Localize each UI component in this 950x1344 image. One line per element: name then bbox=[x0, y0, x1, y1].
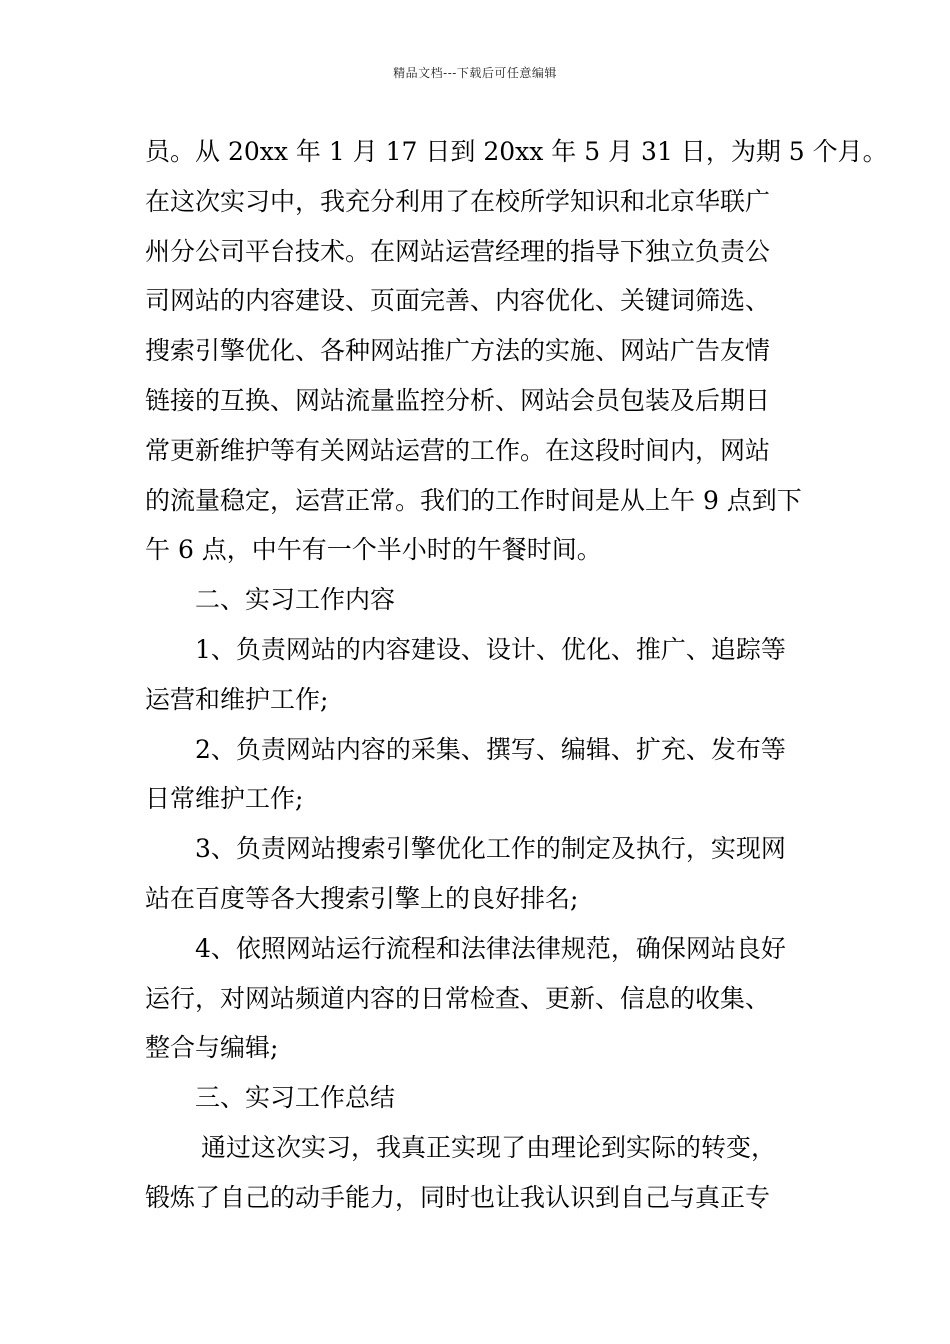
paragraph-line: 员。从 20xx 年 1 月 17 日到 20xx 年 5 月 31 日，为期 5 个月。 bbox=[145, 137, 888, 166]
page-header: 精品文档---下载后可任意编辑 bbox=[393, 66, 557, 80]
paragraph-line: 通过这次实习，我真正实现了由理论到实际的转变， bbox=[201, 1132, 777, 1162]
section-heading-internship-summary: 三、实习工作总结 bbox=[195, 1083, 396, 1113]
list-item-2: 2、负责网站内容的采集、撰写、编辑、扩充、发布等 bbox=[195, 734, 786, 764]
list-item-4-continued: 运行，对网站频道内容的日常检查、更新、信息的收集、 bbox=[145, 983, 771, 1013]
list-item-3-continued: 站在百度等各大搜索引擎上的良好排名; bbox=[145, 883, 579, 913]
list-item-2-continued: 日常维护工作; bbox=[145, 784, 304, 814]
paragraph-line: 锻炼了自己的动手能力，同时也让我认识到自己与真正专 bbox=[145, 1182, 771, 1212]
paragraph-line: 搜索引擎优化、各种网站推广方法的实施、网站广告友情 bbox=[145, 336, 771, 366]
document-body bbox=[145, 127, 888, 1223]
paragraph-line: 午 6 点，中午有一个半小时的午餐时间。 bbox=[145, 535, 602, 565]
list-item-1: 1、负责网站的内容建设、设计、优化、推广、追踪等 bbox=[195, 634, 786, 664]
section-heading-internship-content: 二、实习工作内容 bbox=[195, 585, 396, 615]
paragraph-line: 的流量稳定，运营正常。我们的工作时间是从上午 9 点到下 bbox=[145, 485, 802, 515]
paragraph-line: 在这次实习中，我充分利用了在校所学知识和北京华联广 bbox=[145, 186, 771, 216]
paragraph-line: 常更新维护等有关网站运营的工作。在这段时间内，网站 bbox=[145, 435, 771, 465]
list-item-4: 4、依照网站运行流程和法律法律规范，确保网站良好 bbox=[195, 933, 786, 963]
paragraph-line: 链接的互换、网站流量监控分析、网站会员包装及后期日 bbox=[145, 385, 771, 415]
list-item-4-continued: 整合与编辑; bbox=[145, 1033, 279, 1063]
paragraph-line: 司网站的内容建设、页面完善、内容优化、关键词筛选、 bbox=[145, 286, 771, 316]
list-item-1-continued: 运营和维护工作; bbox=[145, 684, 329, 714]
list-item-3: 3、负责网站搜索引擎优化工作的制定及执行，实现网 bbox=[195, 834, 786, 864]
paragraph-line: 州分公司平台技术。在网站运营经理的指导下独立负责公 bbox=[145, 236, 771, 266]
